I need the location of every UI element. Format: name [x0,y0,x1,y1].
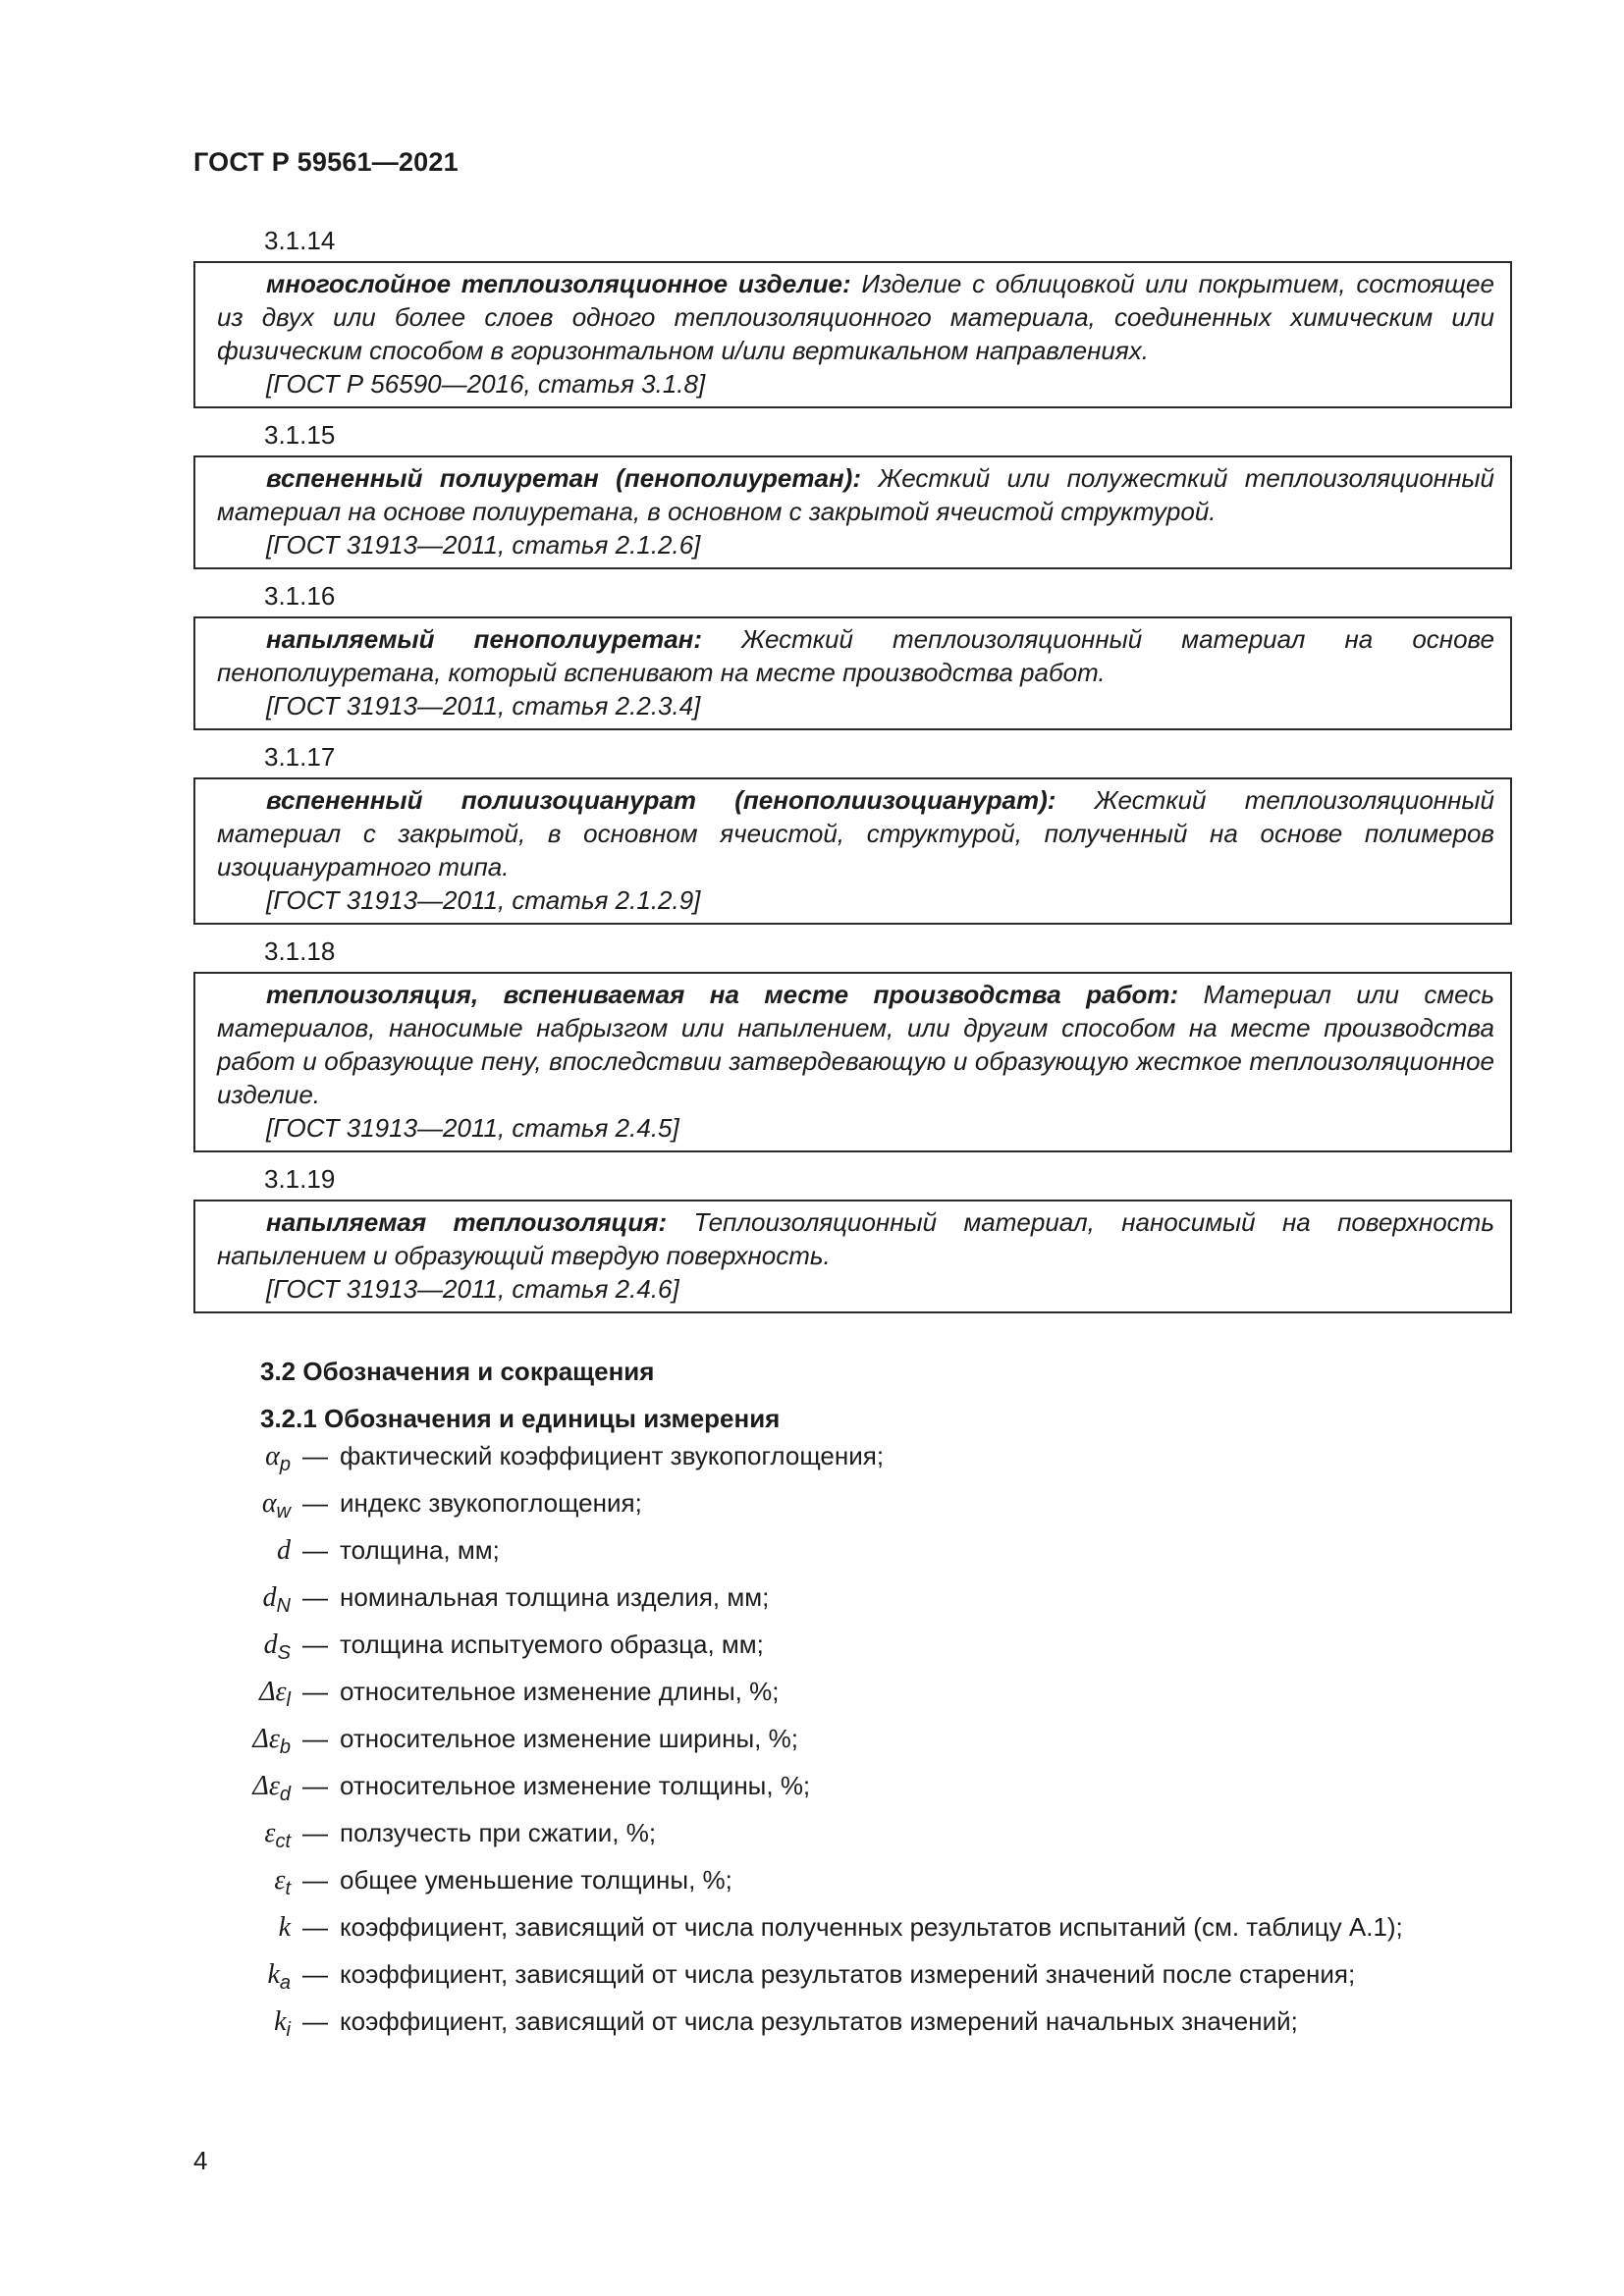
dash-separator: — [302,1771,328,1800]
term-entry [193,418,1512,569]
symbol-row [193,2006,1512,2054]
symbol: $\varepsilon_t$ [274,1865,291,1899]
dash-separator: — [302,1959,328,1989]
symbol: d [277,1535,291,1566]
term-definition: Жесткий теплоизоляционный материал на основе пенополиуретана, который вспенивают на месте производства работ. [217,624,1495,687]
term-number: 3.1.19 [264,1164,336,1194]
symbol: $\alpha_p$ [265,1441,291,1475]
document-header: ГОСТ Р 59561—2021 [193,147,459,177]
subsection-heading: 3.2.1 Обозначения и единицы измерения [260,1404,781,1433]
term-entry [193,1162,1512,1313]
symbol: $d_N$ [262,1582,291,1617]
terms-list [193,224,1512,1323]
dash-separator: — [302,1912,328,1942]
symbol-row [193,1582,1512,1629]
term-name: вспененный полиуретан (пенополиуретан): [266,463,861,493]
symbol-description: фактический коэффициент звукопоглощения; [340,1441,885,1470]
term-box [193,1200,1512,1313]
symbol-description: толщина испытуемого образца, мм; [340,1629,764,1659]
term-source: [ГОСТ 31913—2011, статья 2.2.3.4] [266,691,701,721]
symbol: $d_S$ [263,1629,291,1664]
term-entry [193,224,1512,408]
term-definition: Жесткий теплоизоляционный материал с закрытой, в основном ячеистой, структурой, полученный на основе полимеров изоциануратного типа. [217,785,1494,881]
symbol-description: относительное изменение длины, %; [340,1677,780,1706]
term-number: 3.1.16 [264,581,336,611]
symbol-description: номинальная толщина изделия, мм; [340,1582,770,1612]
dash-separator: — [302,1441,328,1470]
dash-separator: — [302,1818,328,1847]
symbol: $\Delta\varepsilon_b$ [252,1724,291,1758]
term-definition-paragraph [217,461,1494,528]
section-heading: 3.2 Обозначения и сокращения [260,1357,655,1386]
term-entry [193,579,1512,730]
symbol: k [278,1912,291,1943]
symbol-row [193,1818,1512,1865]
term-definition-paragraph [217,267,1494,367]
symbol-description: коэффициент, зависящий от числа результатов измерений начальных значений; [340,2006,1298,2036]
symbol-row [193,1912,1512,1959]
term-definition-paragraph [217,1205,1494,1272]
term-number: 3.1.18 [264,936,336,966]
symbol: $k_a$ [267,1959,291,1994]
symbol-row [193,1959,1512,2006]
symbol-row [193,1488,1512,1535]
dash-separator: — [302,1488,328,1518]
term-entry [193,934,1512,1152]
symbol-row [193,1629,1512,1677]
dash-separator: — [302,2006,328,2036]
term-definition: Теплоизоляционный материал, наносимый на поверхность напылением и образующий твердую поверхность. [217,1207,1494,1270]
symbol-description: относительное изменение толщины, %; [340,1771,811,1800]
term-source: [ГОСТ 31913—2011, статья 2.1.2.6] [266,530,701,560]
symbol-row [193,1535,1512,1582]
page-number: 4 [193,2146,208,2175]
symbol-row [193,1724,1512,1771]
symbol-row [193,1677,1512,1724]
symbol-description: коэффициент, зависящий от числа полученных результатов испытаний (см. таблицу А.1); [340,1912,1403,1942]
term-source: [ГОСТ Р 56590—2016, статья 3.1.8] [266,369,706,399]
symbol-description: ползучесть при сжатии, %; [340,1818,657,1847]
dash-separator: — [302,1865,328,1895]
dash-separator: — [302,1582,328,1612]
dash-separator: — [302,1724,328,1753]
symbol-row [193,1771,1512,1818]
term-box [193,777,1512,925]
term-definition: Материал или смесь материалов, наносимые набрызгом или напылением, или другим способом на месте производства работ и образующие пену, впоследствии затвердевающую и образующую жесткое теплоизоляционное изделие. [217,980,1495,1109]
term-definition: Изделие с облицовкой или покрытием, состоящее из двух или более слоев одного теплоизоляционного материала, соединенных химическим или физическим способом в горизонтальном и/или вертикальном направлениях. [217,269,1494,365]
symbols-section [193,1355,1512,2054]
term-name: теплоизоляция, вспениваемая на месте производства работ: [266,980,1179,1009]
term-box [193,261,1512,408]
term-entry [193,740,1512,925]
term-definition: Жесткий или полужесткий теплоизоляционный материал на основе полиуретана, в основном с закрытой ячеистой структурой. [217,463,1494,526]
dash-separator: — [302,1535,328,1565]
term-definition-paragraph [217,978,1494,1111]
term-name: вспененный полиизоцианурат (пенополиизоцианурат): [266,785,1056,815]
term-source: [ГОСТ 31913—2011, статья 2.4.5] [266,1113,679,1143]
symbol-description: коэффициент, зависящий от числа результатов измерений значений после старения; [340,1959,1356,1989]
symbol: $\Delta\varepsilon_d$ [252,1771,291,1805]
dash-separator: — [302,1677,328,1706]
symbol: $k_i$ [274,2006,291,2041]
term-name: напыляемый пенополиуретан: [266,624,703,654]
symbol-description: толщина, мм; [340,1535,500,1565]
term-number: 3.1.17 [264,742,336,772]
term-box [193,616,1512,730]
term-source: [ГОСТ 31913—2011, статья 2.4.6] [266,1274,679,1304]
symbol-row [193,1865,1512,1912]
symbol: $\Delta\varepsilon_l$ [259,1677,291,1711]
term-source: [ГОСТ 31913—2011, статья 2.1.2.9] [266,885,701,915]
term-name: многослойное теплоизоляционное изделие: [266,269,851,298]
symbol-row [193,1441,1512,1488]
term-number: 3.1.15 [264,420,336,450]
term-name: напыляемая теплоизоляция: [266,1207,668,1237]
term-box [193,972,1512,1152]
symbol-description: индекс звукопоглощения; [340,1488,642,1518]
dash-separator: — [302,1629,328,1659]
symbol-description: общее уменьшение толщины, %; [340,1865,732,1895]
symbol: $\alpha_w$ [261,1488,291,1522]
term-definition-paragraph [217,783,1494,883]
term-number: 3.1.14 [264,226,336,255]
term-box [193,455,1512,569]
term-definition-paragraph [217,622,1494,689]
symbol-description: относительное изменение ширины, %; [340,1724,798,1753]
symbol: $\varepsilon_{ct}$ [264,1818,291,1852]
